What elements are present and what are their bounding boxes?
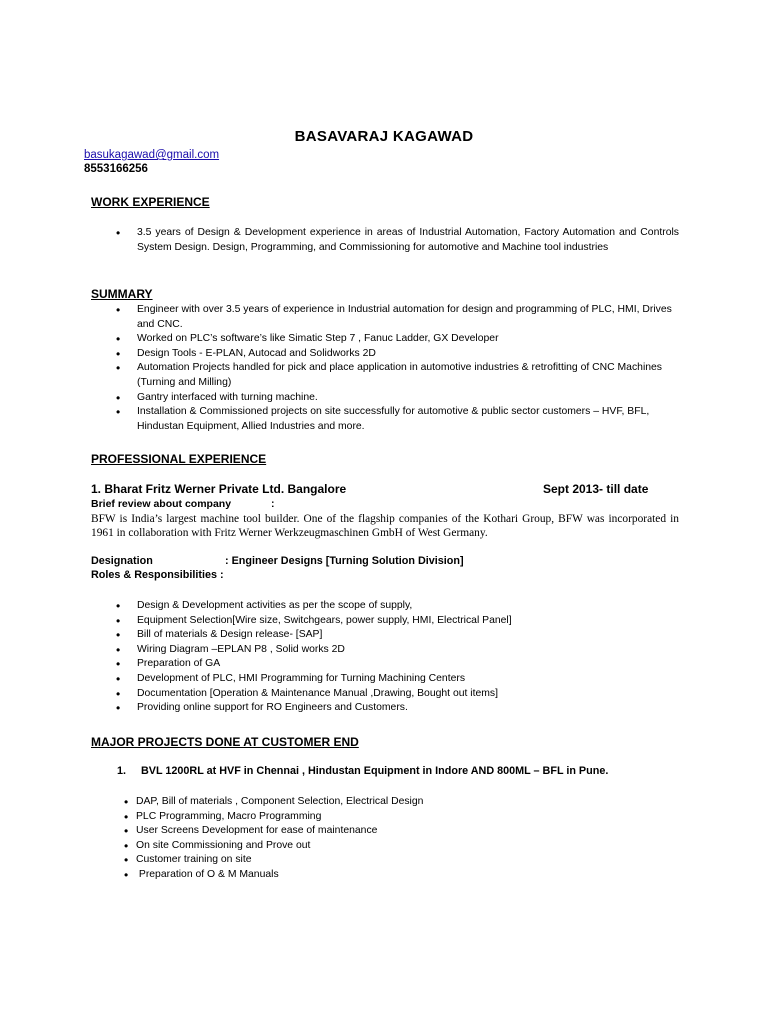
project-title: 1. BVL 1200RL at HVF in Chennai , Hindustan Equipment in Indore AND 800ML – BFL in Pune. — [117, 765, 609, 777]
list-item: • Design & Development activities as per the scope of supply, — [137, 599, 679, 614]
list-item: • On site Commissioning and Prove out — [136, 839, 616, 854]
list-item: • Equipment Selection[Wire size, Switchgears, power supply, HMI, Electrical Panel] — [137, 614, 679, 629]
list-item: • PLC Programming, Macro Programming — [136, 810, 616, 825]
company-title: 1. Bharat Fritz Werner Private Ltd. Bangalore — [91, 482, 347, 496]
list-item: • Bill of materials & Design release- [SAP] — [137, 628, 679, 643]
roles-label: Roles & Responsibilities : — [91, 569, 224, 581]
work-experience-heading: WORK EXPERIENCE — [91, 195, 210, 209]
list-item: • Customer training on site — [136, 853, 616, 868]
brief-review-colon: : — [271, 498, 275, 510]
list-item: • User Screens Development for ease of maintenance — [136, 824, 616, 839]
list-item: • Documentation [Operation & Maintenance Manual ,Drawing, Bought out items] — [137, 687, 679, 702]
list-item: • Development of PLC, HMI Programming for Turning Machining Centers — [137, 672, 679, 687]
designation-value: : Engineer Designs [Turning Solution Division] — [225, 555, 464, 567]
list-item: • DAP, Bill of materials , Component Selection, Electrical Design — [136, 795, 616, 810]
list-item: • Worked on PLC’s software’s like Simatic Step 7 , Fanuc Ladder, GX Developer — [137, 332, 679, 347]
major-projects-heading: MAJOR PROJECTS DONE AT CUSTOMER END — [91, 735, 359, 749]
list-item: • Automation Projects handled for pick and place application in automotive industries & retrofitting of CNC Machines (Turning and Milling) — [137, 361, 679, 390]
list-item: • Wiring Diagram –EPLAN P8 , Solid works 2D — [137, 643, 679, 658]
candidate-name: BASAVARAJ KAGAWAD — [294, 128, 474, 145]
employment-dates: Sept 2013- till date — [543, 482, 649, 496]
summary-list — [137, 303, 679, 434]
email-link[interactable]: basukagawad@gmail.com — [84, 149, 220, 161]
designation-label: Designation — [91, 555, 153, 567]
summary-heading: SUMMARY — [91, 287, 153, 301]
list-item: • Preparation of GA — [137, 657, 679, 672]
company-description: BFW is India’s largest machine tool builder. One of the flagship companies of the Kothari Group, BFW was incorporated in 1961 in collaboration with Fritz Werner Werkzeugmaschinen GmbH of West Germany. — [91, 513, 679, 539]
list-item: • 3.5 years of Design & Development experience in areas of Industrial Automation, Factory Automation and Controls System Design. Design, Programming, and Commissioning for automotive and Machine tool industries — [137, 226, 679, 255]
list-item: • Gantry interfaced with turning machine. — [137, 391, 679, 406]
brief-review-label: Brief review about company — [91, 498, 232, 510]
list-item: • Engineer with over 3.5 years of experience in Industrial automation for design and programming of PLC, HMI, Drives and CNC. — [137, 303, 679, 332]
professional-experience-heading: PROFESSIONAL EXPERIENCE — [91, 452, 267, 466]
roles-list — [137, 599, 679, 716]
list-item: • Design Tools - E-PLAN, Autocad and Solidworks 2D — [137, 347, 679, 362]
project-tasks-list — [136, 795, 616, 883]
list-item: • Installation & Commissioned projects on site successfully for automotive & public sector customers – HVF, BFL, Hindustan Equipment, Allied Industries and more. — [137, 405, 679, 434]
list-item: • Preparation of O & M Manuals — [136, 868, 616, 883]
work-experience-list — [137, 226, 679, 255]
list-item: • Providing online support for RO Engineers and Customers. — [137, 701, 679, 716]
phone-number: 8553166256 — [84, 163, 148, 175]
